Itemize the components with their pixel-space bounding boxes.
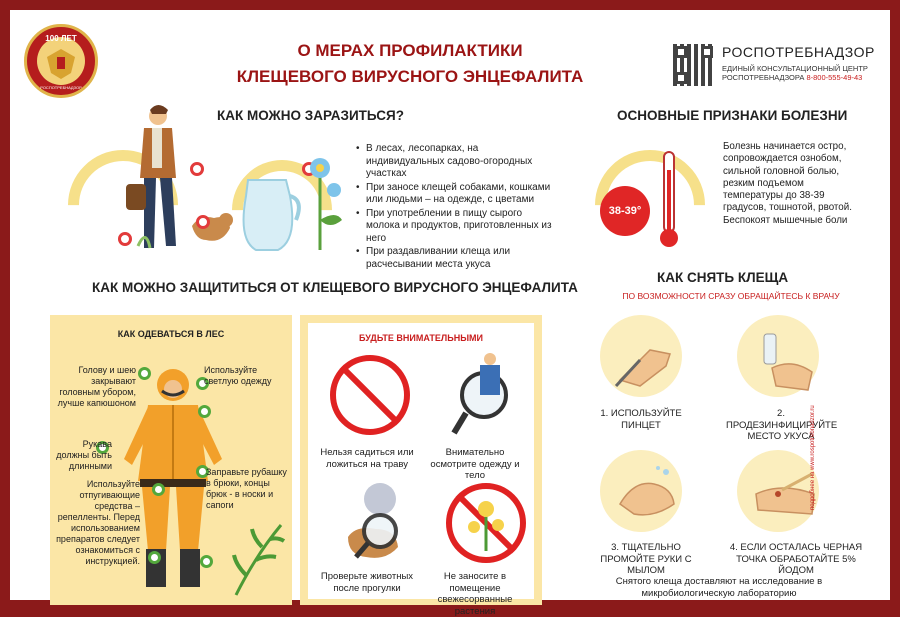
fern-decor [226,515,286,595]
attention-tip: Нельзя садиться или ложиться на траву [320,447,414,470]
tick-risk-marker [118,232,132,246]
section-infection-title: КАК МОЖНО ЗАРАЗИТЬСЯ? [217,108,404,123]
removal-step: 2. ПРОДЕЗИНФИЦИРУЙТЕ МЕСТО УКУСА [726,408,838,442]
infection-route-item: • При раздавливании клеща или расчесывании места укуса [356,246,556,271]
clothing-tip: Заправьте рубашку в брюки, концы брюк - в носки и сапоги [206,467,287,510]
infection-route-item: • В лесах, лесопарках, на индивидуальных садово-огородных участках [356,143,556,181]
tweezers-hand-icon [610,330,680,390]
tick-risk-marker [196,215,210,229]
milk-jug-flower-illustration [238,150,358,260]
org-center-name: РОСПОТРЕБНАДЗОРА [722,73,805,82]
thermometer-icon [658,150,680,250]
symptoms-description: Болезнь начинается остро, сопровождается ознобом, сильной головной болью, резким подъемом температуры до 38-39 градусов, тошнотой, рвотой. Беспокоят мышечные боли [723,141,852,226]
no-sitting-icon [330,355,410,435]
fever-badge [600,186,650,236]
rospotrebnadzor-emblem [24,24,98,98]
clothing-panel [50,315,292,605]
infection-route-item: • При употреблении в пищу сырого молока и продуктов, приготовленных из него [356,208,556,246]
emblem-years-text: 100 ЛЕТ [45,34,77,43]
wash-hands-icon [614,464,680,520]
section-symptoms-title: ОСНОВНЫЕ ПРИЗНАКИ БОЛЕЗНИ [617,108,848,123]
page-title-line-1: О МЕРАХ ПРОФИЛАКТИКИ [297,41,523,60]
org-center: ЕДИНЫЙ КОНСУЛЬТАЦИОННЫЙ ЦЕНТР [722,64,868,73]
removal-step: 4. ЕСЛИ ОСТАЛАСЬ ЧЕРНАЯ ТОЧКА ОБРАБОТАЙТЕ 5% ЙОДОМ [729,542,863,576]
infection-route-item: • При заносе клещей собаками, кошками или людьми – на одежде, с цветами [356,182,556,207]
clothing-marker [148,551,161,564]
emblem-org-text: РОСПОТРЕБНАДЗОР [40,85,82,90]
attention-panel-title: БУДЬТЕ ВНИМАТЕЛЬНЫМИ [359,333,483,343]
org-center-line2 [722,73,882,82]
section-removal-title: КАК СНЯТЬ КЛЕЩА [657,270,789,285]
page-title [210,38,610,90]
removal-step: 1. ИСПОЛЬЗУЙТЕ ПИНЦЕТ [600,408,682,431]
sun-arc-decor [572,127,728,283]
removal-step: 3. ТЩАТЕЛЬНО ПРОМОЙТЕ РУКИ С МЫЛОМ [600,542,692,576]
infection-routes-list [356,143,556,272]
clothing-marker [200,555,213,568]
iodine-hand-icon [752,464,818,520]
qr-code [673,44,715,86]
removal-subtitle: ПО ВОЗМОЖНОСТИ СРАЗУ ОБРАЩАЙТЕСЬ К ВРАЧУ [622,291,840,301]
attention-panel [300,315,542,617]
clothing-panel-title: КАК ОДЕВАТЬСЯ В ЛЕС [117,329,225,339]
fever-temperature: 38-39° [608,205,642,217]
pet-check-icon [326,477,416,569]
org-block [722,44,882,82]
clothing-marker [198,405,211,418]
section-protection-title: КАК МОЖНО ЗАЩИТИТЬСЯ ОТ КЛЕЩЕВОГО ВИРУСНОГО ЭНЦЕФАЛИТА [92,280,578,295]
attention-tip: Внимательно осмотрите одежду и тело [430,447,520,481]
removal-note: Снятого клеща доставляют на исследование в микробиологическую лабораторию [615,576,823,599]
clothing-marker [138,367,151,380]
clothing-tip: Рукава должны быть длинными [56,439,112,471]
clothing-tip: Используйте отпугивающие средства – репелленты. Перед использованием препаратов следует ознакомиться с инструкцией. [56,479,140,566]
flowers-icon [466,497,506,551]
magnifier-person-icon [450,349,526,439]
clothing-tip: Голову и шею закрывают головным убором, лучше капюшоном [57,365,136,408]
website-link[interactable]: подробнее на www.rospotrebnadzor.ru [810,405,816,510]
tick-risk-marker [190,162,204,176]
attention-tip: Не заносите в помещение свежесорванные растения [437,571,513,617]
page-title-line-2: КЛЕЩЕВОГО ВИРУСНОГО ЭНЦЕФАЛИТА [236,67,584,86]
attention-tip: Проверьте животных после прогулки [320,571,414,594]
clothing-marker [152,483,165,496]
clothing-tip: Используйте светлую одежду [204,365,272,386]
hotline-phone[interactable]: 8-800-555-49-43 [806,73,863,82]
infographic-sheet [10,10,890,617]
org-name: РОСПОТРЕБНАДЗОР [722,44,875,60]
